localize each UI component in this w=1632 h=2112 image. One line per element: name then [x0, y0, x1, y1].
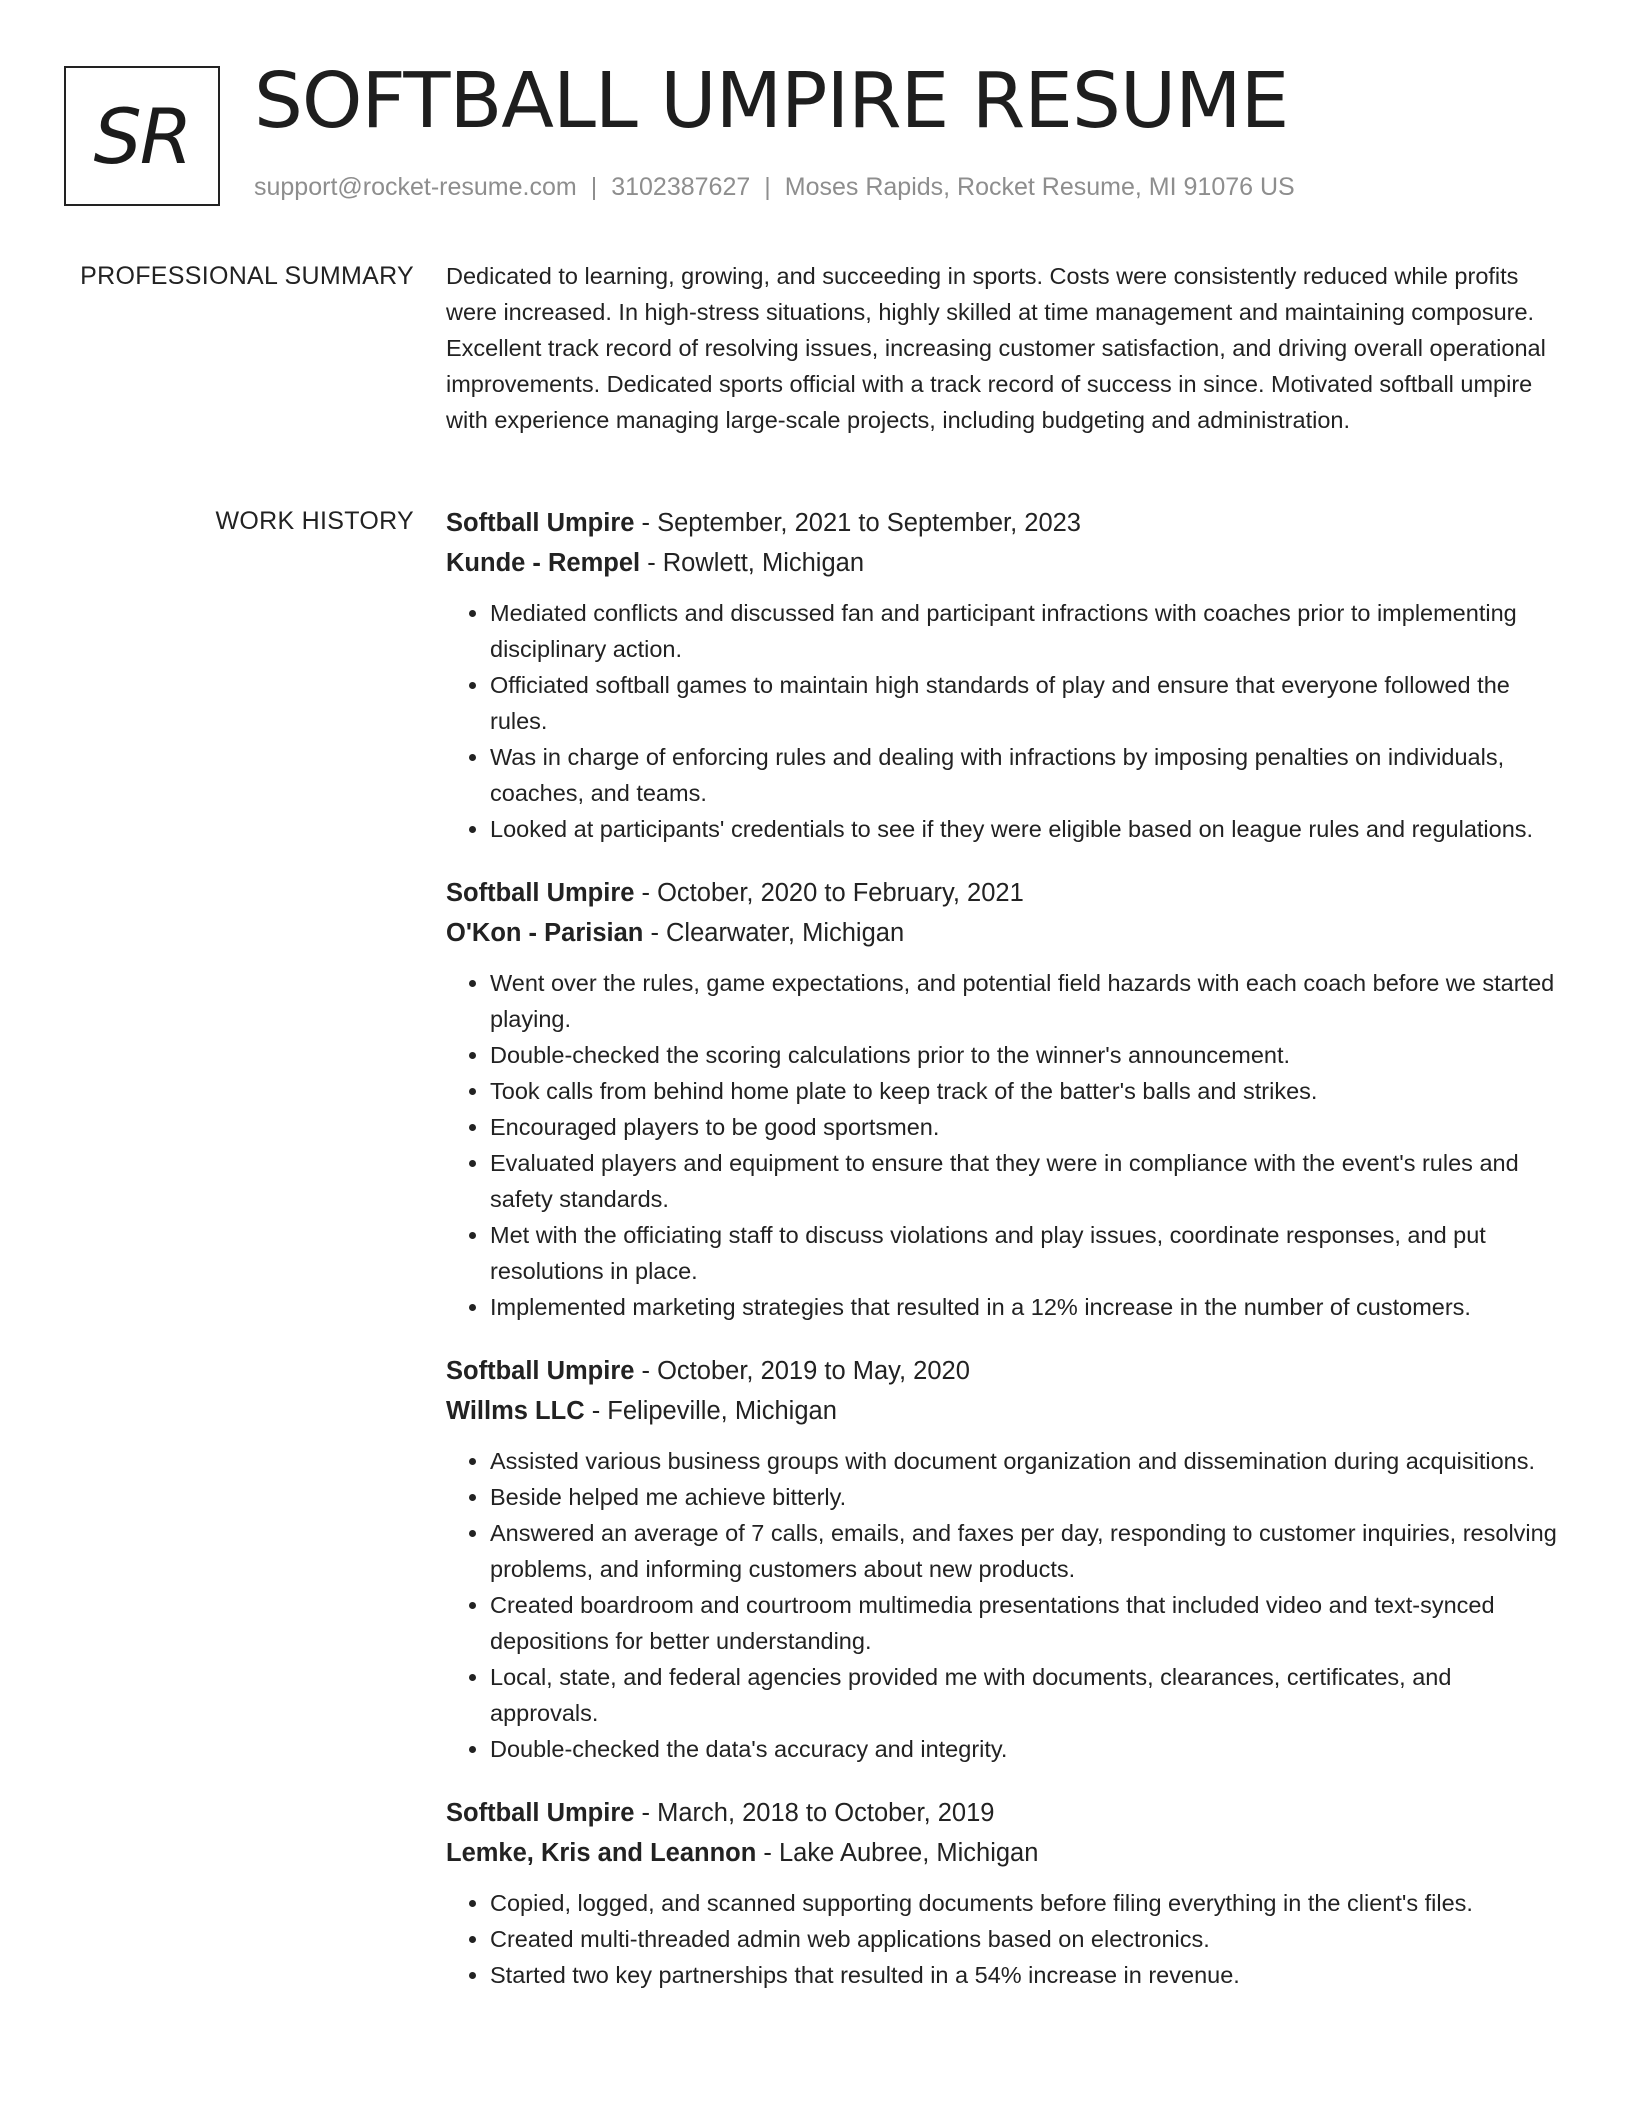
- job-bullet: • Created boardroom and courtroom multimedia presentations that included video and text-synced depositions for better understanding.: [490, 1587, 1566, 1659]
- job-company-line: [446, 913, 1566, 953]
- job-bullet: • Double-checked the data's accuracy and integrity.: [490, 1731, 1566, 1767]
- job-bullet: • Encouraged players to be good sportsmen.: [490, 1109, 1566, 1145]
- job-company: Kunde - Rempel: [446, 549, 641, 577]
- job-location: - Lake Aubree, Michigan: [756, 1839, 1039, 1867]
- job-company-line: [446, 1833, 1566, 1873]
- job-bullet: • Met with the officiating staff to discuss violations and play issues, coordinate responses, and put resolutions in place.: [490, 1217, 1566, 1289]
- job-title: Softball Umpire: [446, 1357, 635, 1385]
- job-entry: [446, 1793, 1566, 1993]
- job-bullet: • Local, state, and federal agencies provided me with documents, clearances, certificates, and approvals.: [490, 1659, 1566, 1731]
- job-entry: [446, 1351, 1566, 1767]
- job-location: - Rowlett, Michigan: [640, 549, 865, 577]
- job-bullet: • Copied, logged, and scanned supporting documents before filing everything in the client's files.: [490, 1885, 1566, 1921]
- contact-address: Moses Rapids, Rocket Resume, MI 91076 US: [784, 173, 1295, 201]
- job-bullet-list: [446, 1885, 1566, 1993]
- monogram-badge: [64, 66, 220, 206]
- job-bullet: • Officiated softball games to maintain high standards of play and ensure that everyone followed the rules.: [490, 667, 1566, 739]
- job-bullet: • Answered an average of 7 calls, emails, and faxes per day, responding to customer inquiries, resolving problems, and informing customers about new products.: [490, 1515, 1566, 1587]
- job-bullet: • Mediated conflicts and discussed fan and participant infractions with coaches prior to implementing disciplinary action.: [490, 595, 1566, 667]
- job-company-line: [446, 543, 1566, 583]
- job-title-line: [446, 1351, 1566, 1391]
- job-bullet-list: [446, 1443, 1566, 1767]
- job-bullet: • Looked at participants' credentials to see if they were eligible based on league rules and regulations.: [490, 811, 1566, 847]
- job-bullet: • Double-checked the scoring calculations prior to the winner's announcement.: [490, 1037, 1566, 1073]
- job-bullet: • Beside helped me achieve bitterly.: [490, 1479, 1566, 1515]
- job-title: Softball Umpire: [446, 879, 635, 907]
- job-bullet: • Started two key partnerships that resulted in a 54% increase in revenue.: [490, 1957, 1566, 1993]
- job-company: Lemke, Kris and Leannon: [446, 1839, 757, 1867]
- work-history-list: [446, 503, 1566, 2019]
- resume-title: SOFTBALL UMPIRE RESUME: [254, 57, 1289, 146]
- job-company-line: [446, 1391, 1566, 1431]
- job-bullet: • Assisted various business groups with document organization and dissemination during acquisitions.: [490, 1443, 1566, 1479]
- summary-text: Dedicated to learning, growing, and succeeding in sports. Costs were consistently reduced while profits were increased. In high-stress situations, highly skilled at time management and maintaining composure. Excellent track record of resolving issues, increasing customer satisfaction, and driving overall operational improvements. Dedicated sports official with a track record of success in since. Motivated softball umpire with experience managing large-scale projects, including budgeting and administration.: [446, 263, 1546, 433]
- work-history-heading: WORK HISTORY: [215, 507, 414, 535]
- job-bullet: • Created multi-threaded admin web applications based on electronics.: [490, 1921, 1566, 1957]
- job-bullet-list: [446, 965, 1566, 1325]
- job-dates: - March, 2018 to October, 2019: [634, 1799, 995, 1827]
- job-company: Willms LLC: [446, 1397, 585, 1425]
- job-dates: - October, 2020 to February, 2021: [634, 879, 1024, 907]
- job-bullet: • Took calls from behind home plate to keep track of the batter's balls and strikes.: [490, 1073, 1566, 1109]
- job-title-line: [446, 873, 1566, 913]
- job-location: - Felipeville, Michigan: [584, 1397, 837, 1425]
- job-bullet: • Went over the rules, game expectations, and potential field hazards with each coach before we started playing.: [490, 965, 1566, 1037]
- contact-line: [254, 173, 1295, 202]
- job-title: Softball Umpire: [446, 1799, 635, 1827]
- job-bullet: • Evaluated players and equipment to ensure that they were in compliance with the event's rules and safety standards.: [490, 1145, 1566, 1217]
- contact-separator: |: [764, 173, 771, 201]
- job-location: - Clearwater, Michigan: [643, 919, 905, 947]
- job-dates: - September, 2021 to September, 2023: [634, 509, 1081, 537]
- job-bullet: • Was in charge of enforcing rules and dealing with infractions by imposing penalties on individuals, coaches, and teams.: [490, 739, 1566, 811]
- monogram-initials: SR: [93, 91, 191, 181]
- job-company: O'Kon - Parisian: [446, 919, 644, 947]
- contact-email[interactable]: support@rocket-resume.com: [254, 173, 577, 201]
- job-title-line: [446, 503, 1566, 543]
- job-entry: [446, 873, 1566, 1325]
- summary-heading: PROFESSIONAL SUMMARY: [80, 262, 414, 290]
- job-bullet: • Implemented marketing strategies that resulted in a 12% increase in the number of customers.: [490, 1289, 1566, 1325]
- contact-phone[interactable]: 3102387627: [611, 173, 751, 201]
- job-dates: - October, 2019 to May, 2020: [634, 1357, 970, 1385]
- contact-separator: |: [590, 173, 598, 201]
- job-bullet-list: [446, 595, 1566, 847]
- job-title: Softball Umpire: [446, 509, 635, 537]
- summary-body: [446, 258, 1566, 438]
- job-entry: [446, 503, 1566, 847]
- job-title-line: [446, 1793, 1566, 1833]
